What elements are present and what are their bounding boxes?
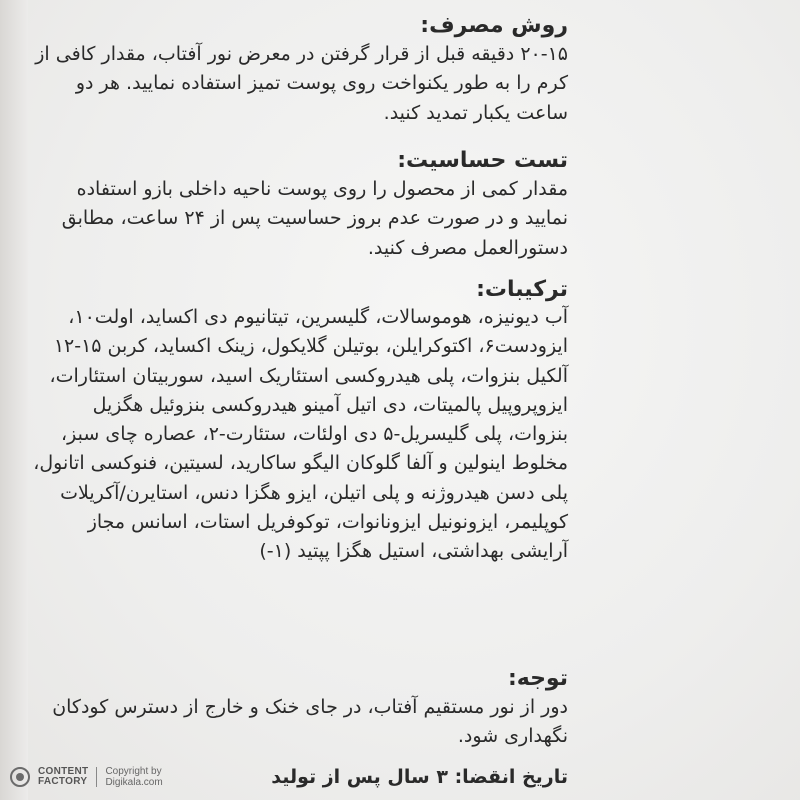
watermark-brand-line1: CONTENT (38, 766, 89, 777)
note-heading: توجه: (507, 666, 568, 691)
watermark (10, 766, 163, 788)
watermark-brand (38, 767, 88, 787)
sensitivity-body: مقدار کمی از محصول را روی پوست ناحیه داخلی بازو استفاده نمایید و در صورت عدم بروز حساسیت پس از ۲۴ ساعت، مطابق دستورالعمل مصرف کنید. (61, 178, 568, 259)
usage-heading: روش مصرف: (420, 13, 568, 38)
watermark-copyright (105, 766, 162, 788)
watermark-copyright-line2: Digikala.com (105, 777, 163, 788)
content-factory-logo-icon (10, 767, 30, 787)
ingredients-heading: ترکیبات: (476, 277, 568, 302)
expiry-text: تاریخ انقضا: ۳ سال پس از تولید (271, 766, 568, 788)
watermark-copyright-line1: Copyright by (105, 766, 162, 777)
box-edge-shadow (0, 0, 28, 800)
note-body: دور از نور مستقیم آفتاب، در جای خنک و خارج از دسترس کودکان نگهداری شود. (52, 696, 568, 748)
usage-body: ۲۰-۱۵ دقیقه قبل از قرار گرفتن در معرض نور آفتاب، مقدار کافی از کرم را به طور یکنواخت روی پوست تمیز استفاده نمایید. هر دو ساعت یکبار تمدید کنید. (35, 43, 568, 124)
watermark-divider (96, 767, 97, 787)
sensitivity-heading: تست حساسیت: (397, 148, 568, 173)
watermark-brand-line2: FACTORY (38, 776, 88, 787)
ingredients-body: آب دیونیزه، هوموسالات، گلیسرین، تیتانیوم دی اکساید، اولت۱۰، ایزودست۶، اکتوکرایلن، بوتیلن گلایکول، زینک اکساید، کربن ۱۵-۱۲ آلکیل بنزوات، پلی هیدروکسی استئاریک اسید، سوربیتان استئارات، ایزوپروپیل پالمیتات، دی اتیل آمینو هیدروکسی بنزوئیل هگزیل بنزوات، پلی گلیسریل-۵ دی اولئات، ستئارت-۲، عصاره چای سبز، مخلوط اینولین و آلفا گلوکان الیگو ساکارید، لسیتین، فنوکسی اتانول، پلی دسن هیدروژنه و پلی اتیلن، ایزو هگزا دنس، استایرن/آکریلات کوپلیمر، ایزونونیل ایزونانوات، توکوفریل استات، اسانس مجاز آرایشی بهداشتی، استیل هگزا پپتید (۱-) (33, 306, 568, 563)
